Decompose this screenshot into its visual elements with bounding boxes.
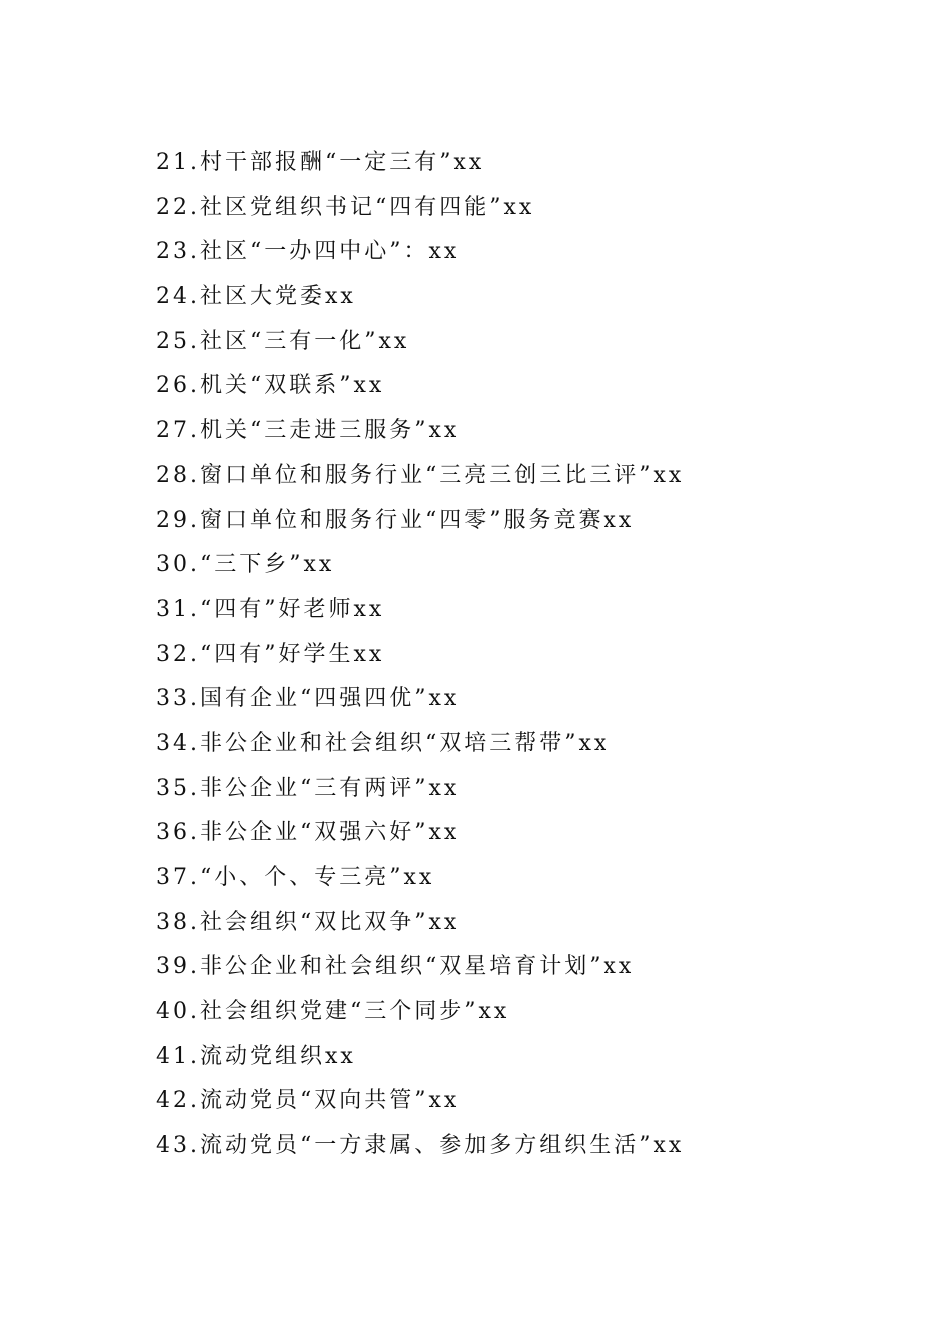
list-item: 43.流动党员“一方隶属、参加多方组织生活”xx xyxy=(156,1133,685,1159)
list-item: 25.社区“三有一化”xx xyxy=(156,328,410,354)
list-item: 39.非公企业和社会组织“双星培育计划”xx xyxy=(156,954,635,980)
list-item: 21.村干部报酬“一定三有”xx xyxy=(156,150,485,175)
list-item: 24.社区大党委xx xyxy=(156,284,356,310)
list-item: 41.流动党组织xx xyxy=(156,1043,356,1069)
list-item: 34.非公企业和社会组织“双培三帮带”xx xyxy=(156,730,610,756)
list-item: 30.“三下乡”xx xyxy=(156,552,335,578)
list-item: 26.机关“双联系”xx xyxy=(156,373,385,399)
list-item: 38.社会组织“双比双争”xx xyxy=(156,909,460,935)
item-list xyxy=(156,141,684,1169)
list-item: 35.非公企业“三有两评”xx xyxy=(156,775,460,801)
list-item: 27.机关“三走进三服务”xx xyxy=(156,418,460,444)
list-item: 40.社会组织党建“三个同步”xx xyxy=(156,999,510,1025)
list-item: 22.社区党组织书记“四有四能”xx xyxy=(156,194,535,220)
list-item: 23.社区“一办四中心”：xx xyxy=(156,239,460,265)
list-item: 36.非公企业“双强六好”xx xyxy=(156,820,460,846)
list-item: 33.国有企业“四强四优”xx xyxy=(156,686,460,712)
list-item: 42.流动党员“双向共管”xx xyxy=(156,1088,460,1114)
list-item: 31.“四有”好老师xx xyxy=(156,596,385,622)
list-item: 29.窗口单位和服务行业“四零”服务竞赛xx xyxy=(156,507,635,533)
list-item: 37.“小、个、专三亮”xx xyxy=(156,865,435,890)
list-item: 28.窗口单位和服务行业“三亮三创三比三评”xx xyxy=(156,462,685,488)
list-item: 32.“四有”好学生xx xyxy=(156,641,385,667)
